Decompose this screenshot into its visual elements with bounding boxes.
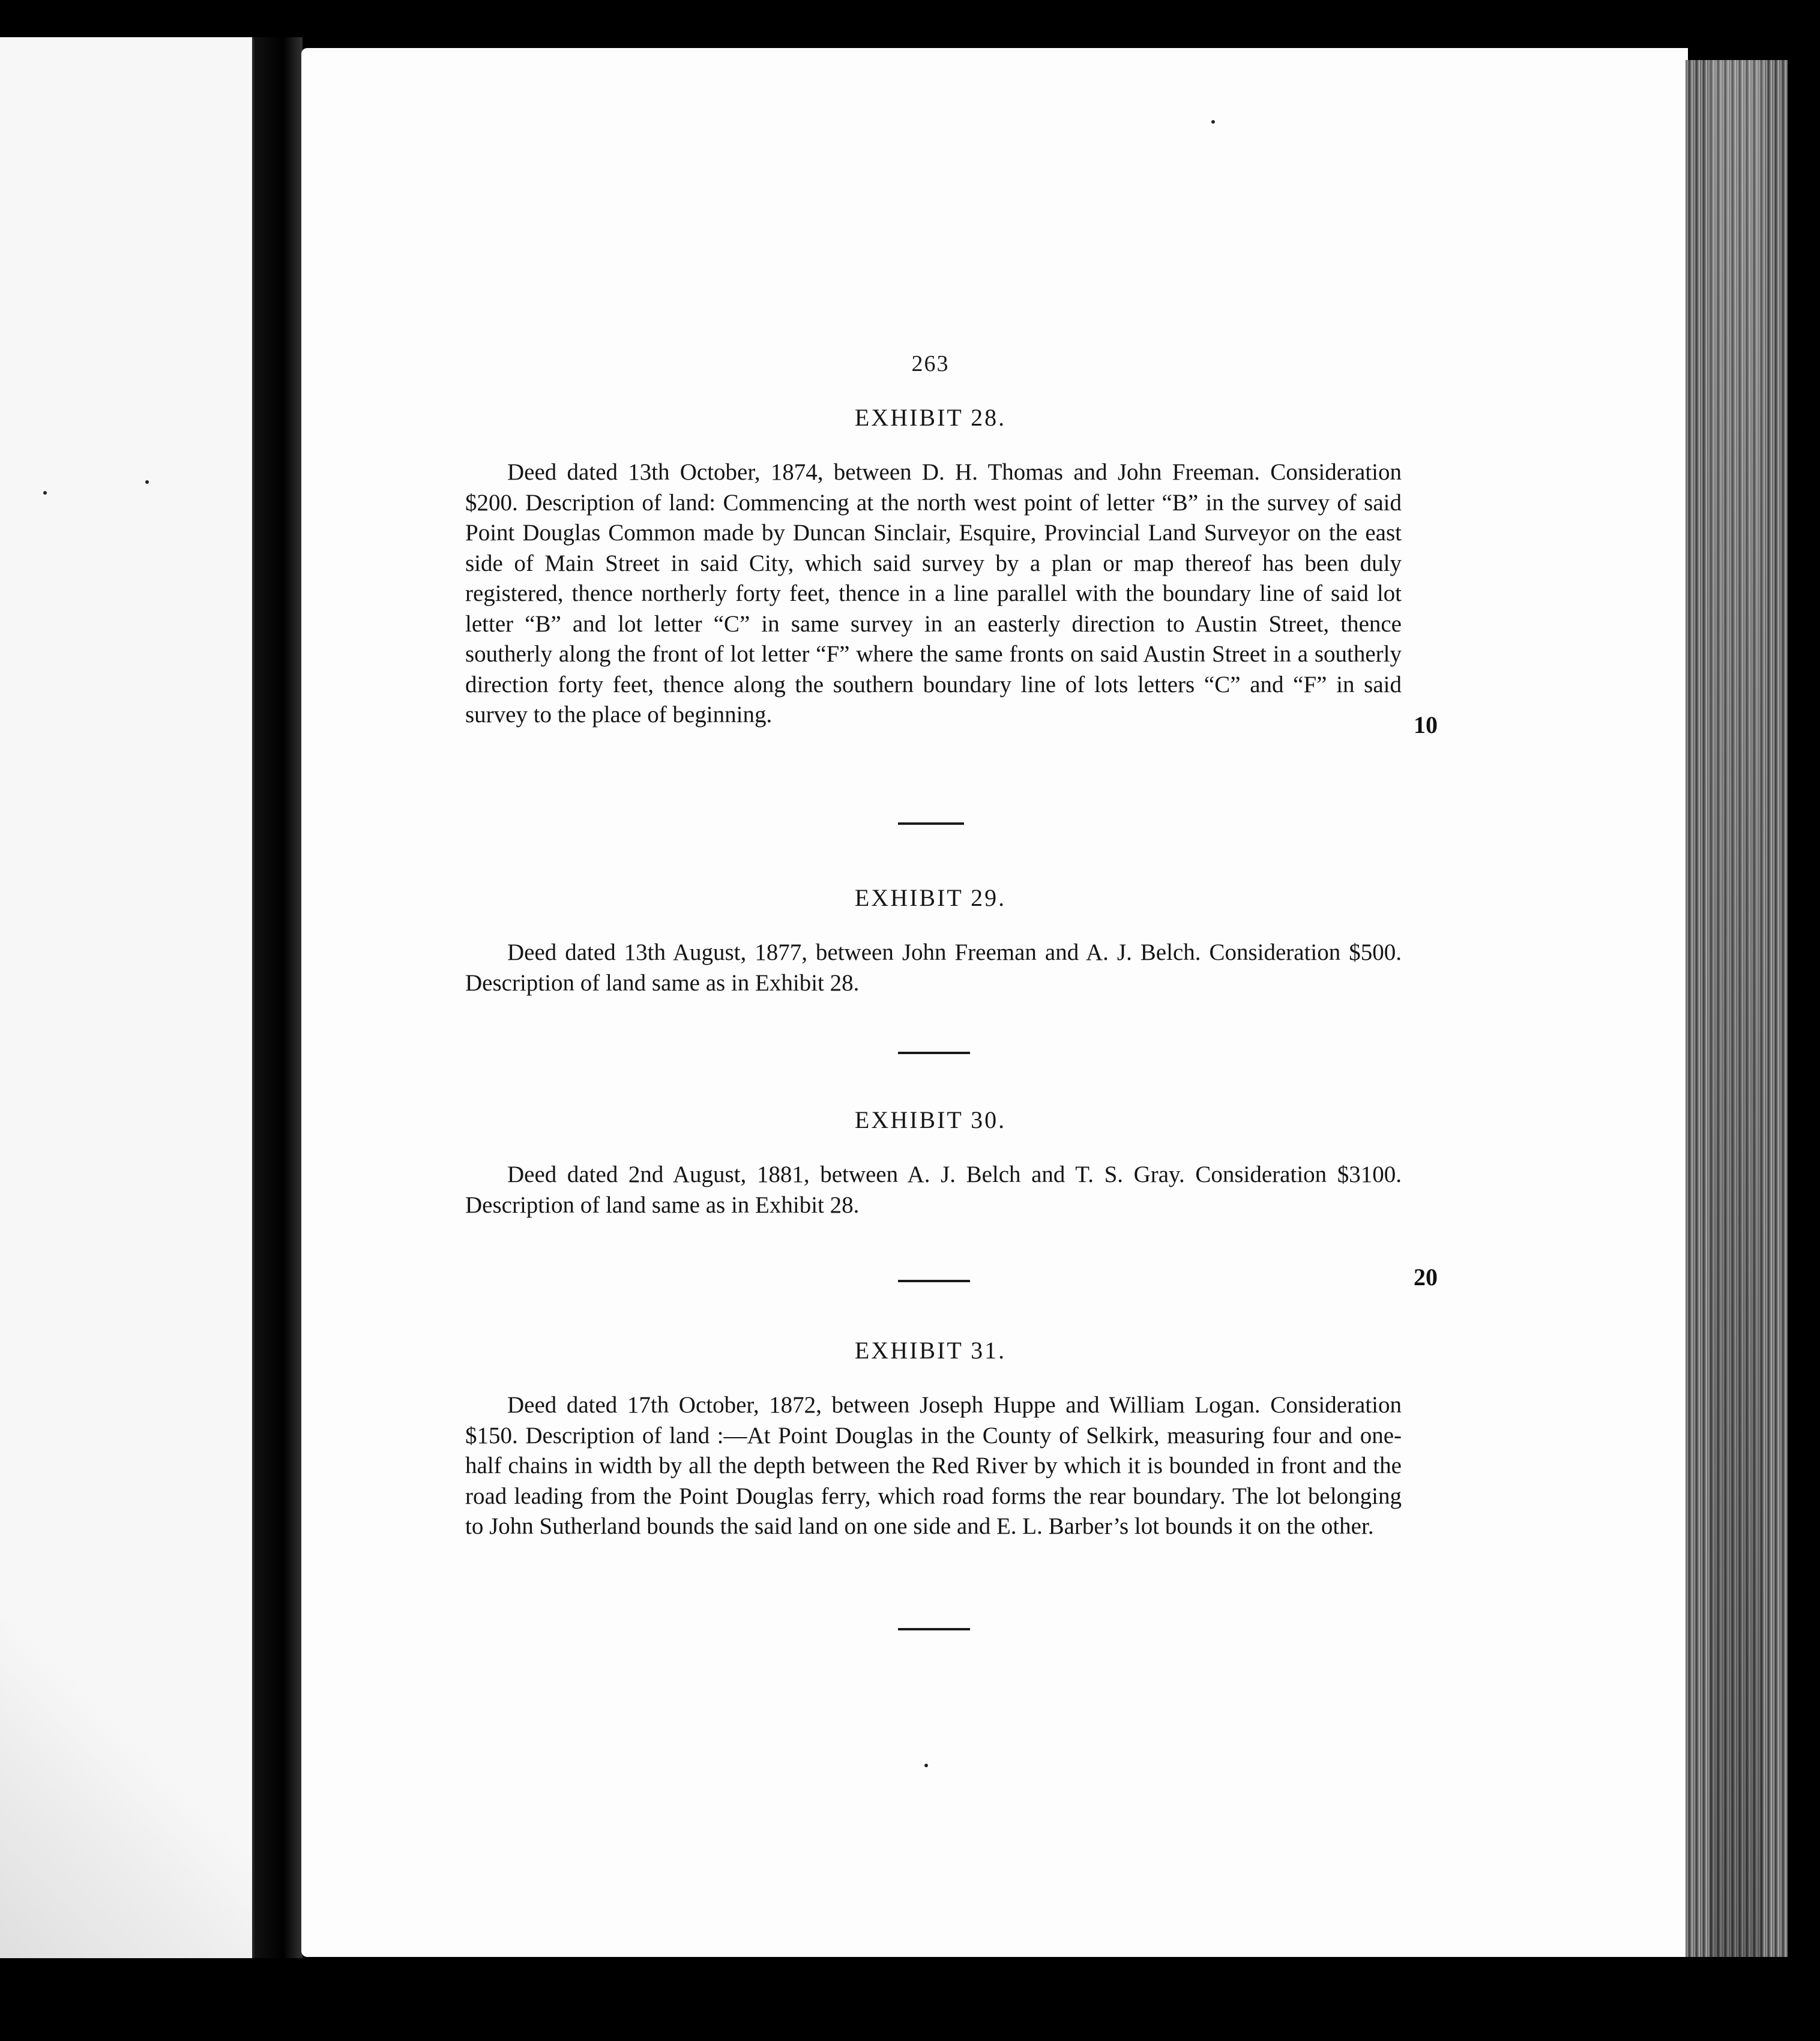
exhibit-29-body: Deed dated 13th August, 1877, between John Freeman and A. J. Belch. Consideration $500. Description of land same as in Exhibit 28. [465, 939, 1402, 996]
book-gutter [255, 37, 303, 1958]
document-page [301, 48, 1688, 1957]
page-number: 263 [911, 351, 950, 376]
margin-line-number-10: 10 [1414, 711, 1438, 738]
exhibit-30-title: EXHIBIT 30. [854, 1106, 1007, 1133]
exhibit-31-title: EXHIBIT 31. [854, 1337, 1007, 1364]
section-divider [898, 1280, 970, 1282]
scan-speck [924, 1764, 928, 1767]
exhibit-30-body: Deed dated 2nd August, 1881, between A. J. Belch and T. S. Gray. Consideration $3100. Description of land same as in Exhibit 28. [465, 1162, 1402, 1218]
scan-speck [43, 491, 47, 495]
exhibit-28-body: Deed dated 13th October, 1874, between D. H. Thomas and John Freeman. Consideration $200. Description of land: Commencing at the north west point of letter “B” in the survey of said Point Douglas Common made by Duncan Sinclair, Esquire, Provincial Land Surveyor on the east side of Main Street in said City, which said survey by a plan or map thereof has been duly registered, thence northerly forty feet, thence in a line parallel with the boundary line of said lot letter “B” and lot letter “C” in same survey in an easterly direction to Austin Street, thence southerly along the front of lot letter “F” where the same fronts on said Austin Street in a southerly direction forty feet, thence along the southern boundary line of lots letters “C” and “F” in said survey to the place of beginning. [465, 459, 1402, 728]
exhibit-29-title: EXHIBIT 29. [854, 884, 1007, 911]
section-divider [898, 822, 964, 825]
scan-speck [1211, 120, 1215, 124]
exhibit-31-body: Deed dated 17th October, 1872, between Joseph Huppe and William Logan. Consideration $150. Description of land :—At Point Douglas in the County of Selkirk, measuring four and one-half chains in width by all the depth between the Red River by which it is bounded in front and the road leading from the Point Douglas ferry, which road forms the rear boundary. The lot belonging to John Sutherland bounds the said land on one side and E. L. Barber’s lot bounds it on the other. [465, 1392, 1402, 1539]
page-stack-edges [1686, 60, 1788, 1957]
section-divider [898, 1628, 970, 1630]
left-page-edge [0, 37, 255, 1958]
section-divider [898, 1052, 970, 1054]
exhibit-28-title: EXHIBIT 28. [854, 404, 1007, 431]
margin-line-number-20: 20 [1414, 1264, 1438, 1291]
scan-speck [145, 480, 149, 484]
